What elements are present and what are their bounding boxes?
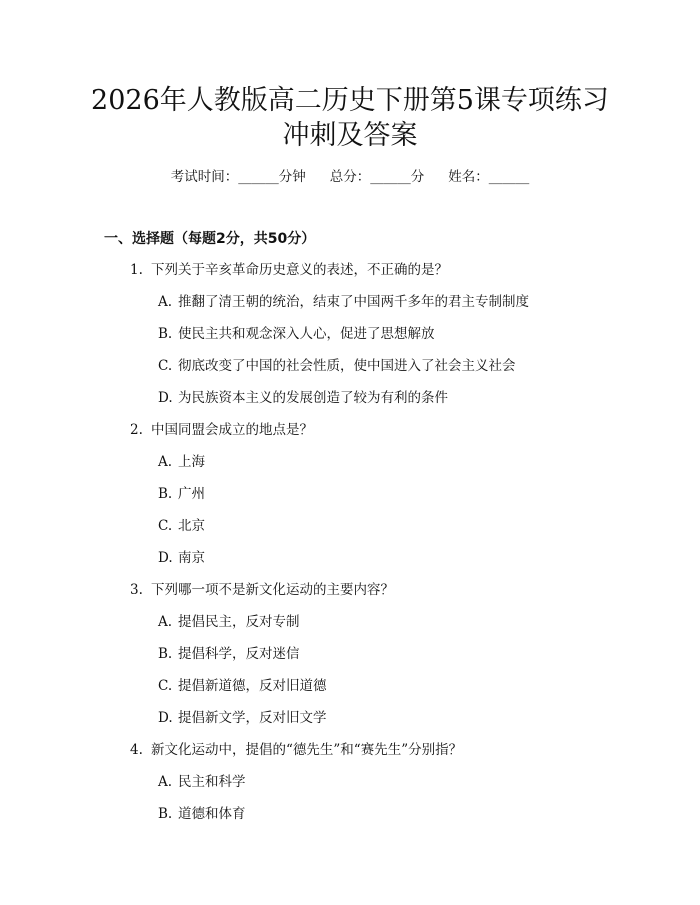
option-1b (158, 324, 435, 344)
option-text: 为民族资本主义的发展创造了较为有利的条件 (178, 390, 448, 406)
document-title-line-1: 2026年人教版高二历史下册第5课专项练习 (91, 85, 609, 116)
option-text: 推翻了清王朝的统治，结束了中国两千多年的君主专制制度 (178, 294, 529, 310)
option-3b (158, 644, 300, 664)
exam-time-field: 考试时间：______分钟 (170, 169, 306, 185)
option-letter: C. (158, 358, 173, 374)
option-text: 使民主共和观念深入人心，促进了思想解放 (178, 326, 435, 342)
option-text: 民主和科学 (178, 774, 246, 790)
question-4 (130, 740, 462, 760)
option-text: 提倡新文学，反对旧文学 (178, 710, 327, 726)
question-text: 新文化运动中，提倡的“德先生”和“赛先生”分别指？ (151, 742, 463, 758)
option-2a (158, 452, 205, 472)
option-text: 彻底改变了中国的社会性质，使中国进入了社会主义社会 (178, 358, 516, 374)
option-text: 提倡科学，反对迷信 (178, 646, 300, 662)
option-2d (158, 548, 205, 568)
option-1a (158, 292, 529, 312)
option-text: 南京 (178, 550, 205, 566)
option-text: 道德和体育 (178, 806, 246, 822)
option-3d (158, 708, 327, 728)
option-1c (158, 356, 516, 376)
question-text: 下列关于辛亥革命历史意义的表述，不正确的是？ (151, 262, 448, 278)
question-number: 3. (130, 582, 143, 598)
option-letter: A. (158, 454, 173, 470)
option-2b (158, 484, 205, 504)
option-letter: A. (158, 294, 173, 310)
option-3a (158, 612, 300, 632)
question-text: 下列哪一项不是新文化运动的主要内容？ (151, 582, 394, 598)
option-text: 上海 (178, 454, 205, 470)
option-text: 广州 (178, 486, 205, 502)
document-title-line-2: 冲刺及答案 (282, 120, 418, 151)
question-number: 4. (130, 742, 143, 758)
option-4a (158, 772, 246, 792)
section-heading: 一、选择题（每题2分，共50分） (104, 231, 316, 247)
question-3 (130, 580, 394, 600)
question-number: 1. (130, 262, 143, 278)
option-letter: A. (158, 774, 173, 790)
question-2 (130, 420, 313, 440)
question-number: 2. (130, 422, 143, 438)
option-letter: D. (158, 390, 173, 406)
option-text: 北京 (178, 518, 205, 534)
option-letter: B. (158, 806, 173, 822)
option-letter: B. (158, 486, 173, 502)
total-score-field: 总分：______分 (329, 169, 425, 185)
option-letter: D. (158, 550, 173, 566)
exam-meta (0, 167, 700, 187)
option-letter: A. (158, 614, 173, 630)
name-field: 姓名：______ (448, 169, 530, 185)
option-letter: B. (158, 326, 173, 342)
question-text: 中国同盟会成立的地点是？ (151, 422, 313, 438)
option-letter: C. (158, 678, 173, 694)
option-1d (158, 388, 448, 408)
option-4b (158, 804, 246, 824)
option-letter: D. (158, 710, 173, 726)
option-text: 提倡新道德，反对旧道德 (178, 678, 327, 694)
option-3c (158, 676, 327, 696)
question-1 (130, 260, 448, 280)
option-text: 提倡民主，反对专制 (178, 614, 300, 630)
option-2c (158, 516, 205, 536)
option-letter: C. (158, 518, 173, 534)
option-letter: B. (158, 646, 173, 662)
